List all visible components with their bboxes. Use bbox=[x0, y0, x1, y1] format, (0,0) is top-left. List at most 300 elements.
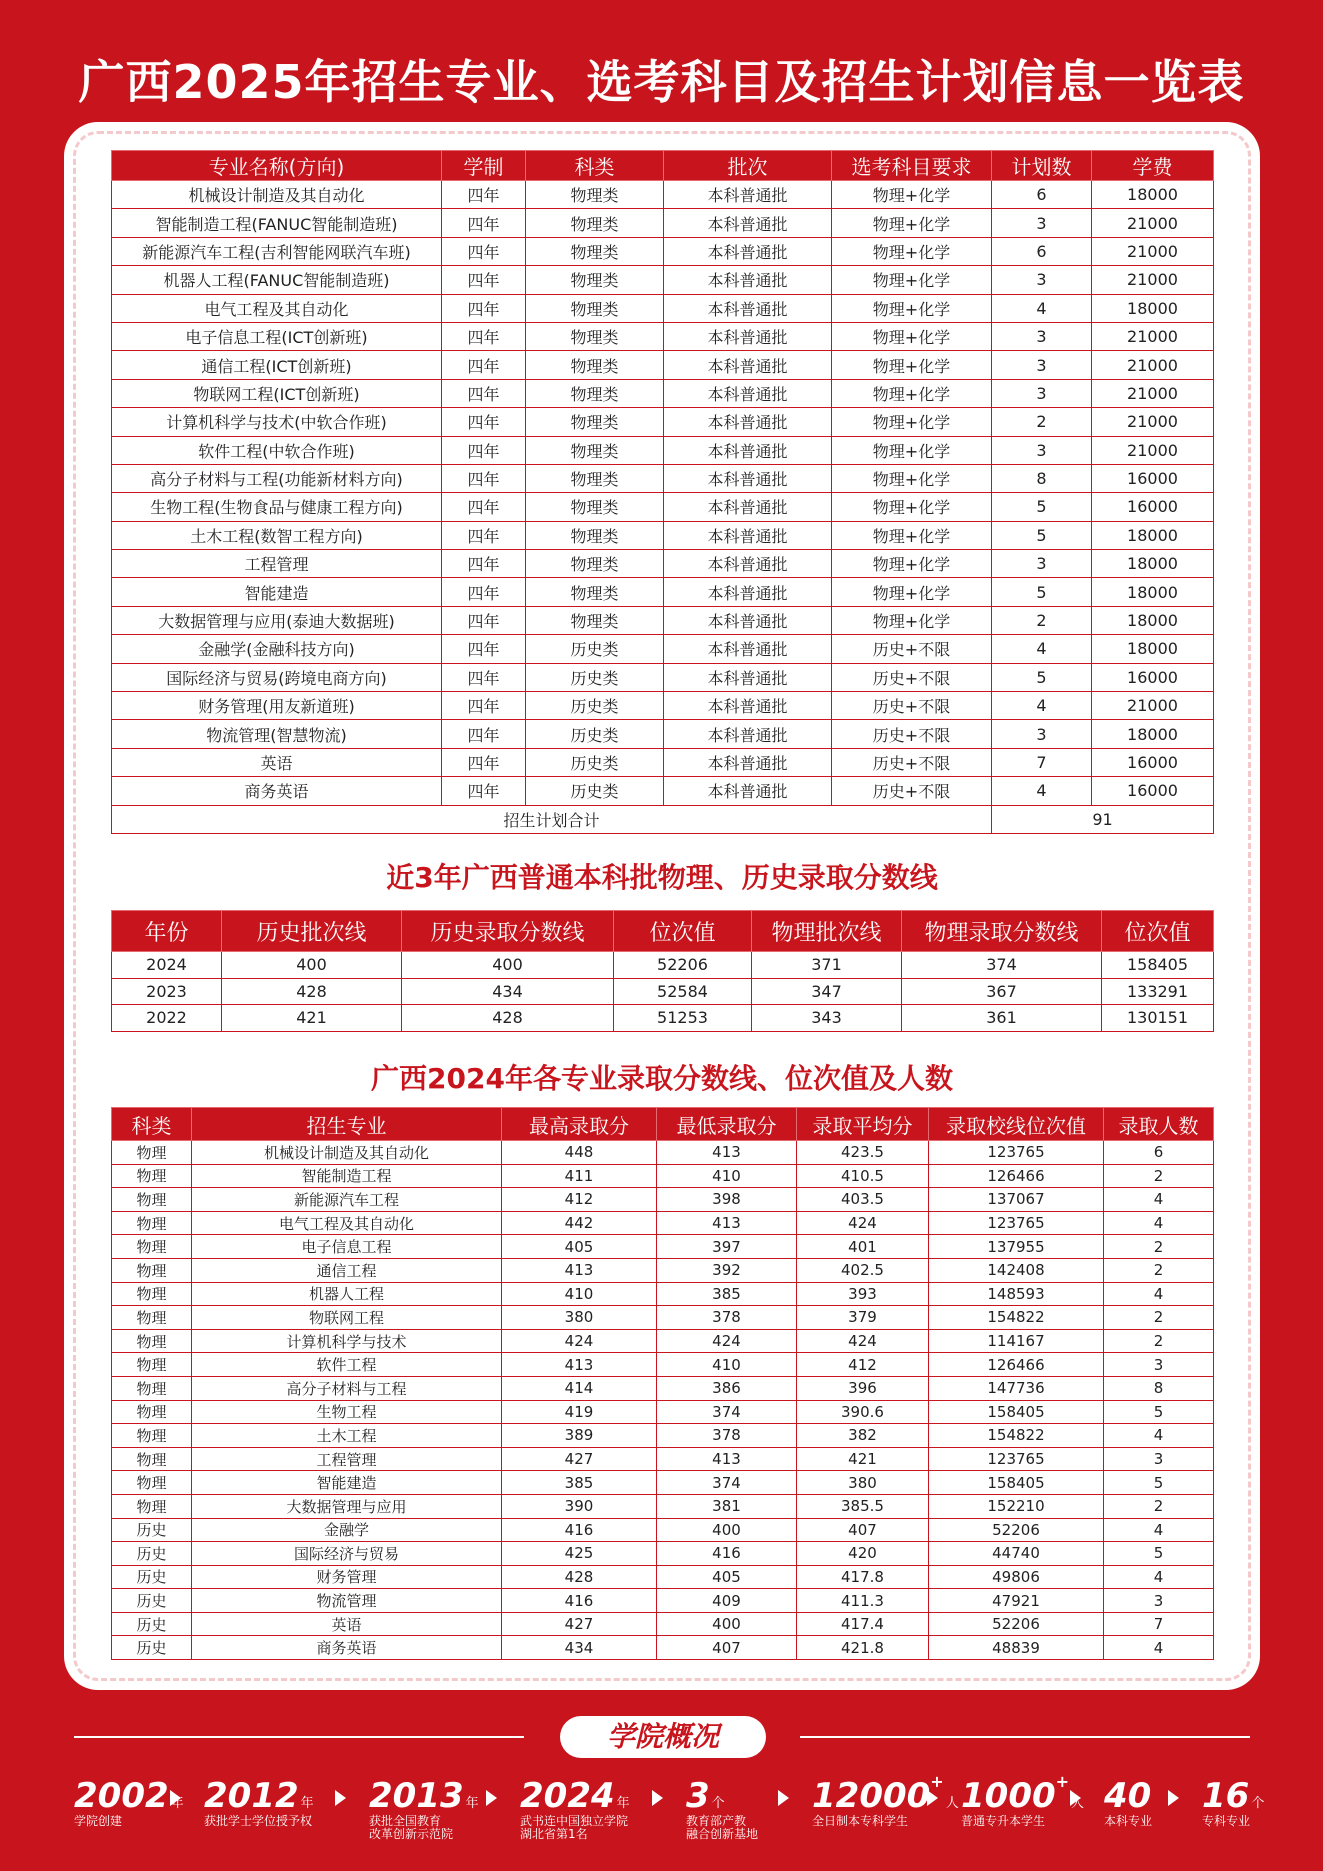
table-cell: 411 bbox=[502, 1164, 657, 1188]
table-cell: 3 bbox=[992, 379, 1092, 407]
stat-desc: 获批全国教育 bbox=[369, 1814, 442, 1828]
table-cell: 2 bbox=[1104, 1235, 1214, 1259]
table-cell: 历史 bbox=[112, 1518, 192, 1542]
stat-number: 2012 bbox=[204, 1776, 299, 1816]
total-label: 招生计划合计 bbox=[112, 805, 992, 833]
table-row bbox=[112, 521, 1214, 549]
table-cell: 47921 bbox=[929, 1589, 1104, 1613]
table-cell: 物理类 bbox=[526, 408, 664, 436]
stat-value bbox=[369, 1776, 479, 1816]
admission-lines-title: 近3年广西普通本科批物理、历史录取分数线 bbox=[386, 861, 938, 894]
table-cell: 389 bbox=[502, 1424, 657, 1448]
table-cell: 442 bbox=[502, 1211, 657, 1235]
table-cell: 机械设计制造及其自动化 bbox=[112, 181, 442, 209]
table-cell: 大数据管理与应用(泰迪大数据班) bbox=[112, 606, 442, 634]
table-cell: 四年 bbox=[442, 181, 526, 209]
table-cell: 7 bbox=[992, 748, 1092, 776]
table-row bbox=[112, 1376, 1214, 1400]
table-cell: 电子信息工程(ICT创新班) bbox=[112, 322, 442, 350]
table-cell: 3 bbox=[992, 209, 1092, 237]
table-cell: 物理+化学 bbox=[832, 266, 992, 294]
table-cell: 16000 bbox=[1092, 777, 1214, 805]
table-cell: 148593 bbox=[929, 1282, 1104, 1306]
table-cell: 18000 bbox=[1092, 635, 1214, 663]
table-cell: 四年 bbox=[442, 635, 526, 663]
stat-desc: 获批学士学位授予权 bbox=[204, 1814, 313, 1828]
table-cell: 物联网工程 bbox=[192, 1306, 502, 1330]
table-cell: 高分子材料与工程(功能新材料方向) bbox=[112, 464, 442, 492]
table-cell: 2 bbox=[992, 408, 1092, 436]
column-header: 物理批次线 bbox=[752, 911, 902, 952]
major-scores-table bbox=[111, 1107, 1214, 1660]
table-cell: 424 bbox=[797, 1211, 929, 1235]
arrow-icon bbox=[778, 1790, 789, 1806]
table-cell: 工程管理 bbox=[112, 550, 442, 578]
table-cell: 物理类 bbox=[526, 606, 664, 634]
table-cell: 390 bbox=[502, 1494, 657, 1518]
column-header: 录取校线位次值 bbox=[929, 1108, 1104, 1141]
table-cell: 3 bbox=[992, 322, 1092, 350]
table-cell: 机械设计制造及其自动化 bbox=[192, 1141, 502, 1165]
column-header: 物理录取分数线 bbox=[902, 911, 1102, 952]
table-cell: 英语 bbox=[112, 748, 442, 776]
column-header: 学制 bbox=[442, 151, 526, 181]
table-cell: 5 bbox=[1104, 1471, 1214, 1495]
table-cell: 物理 bbox=[112, 1447, 192, 1471]
table-cell: 18000 bbox=[1092, 294, 1214, 322]
stat-desc: 武书连中国独立学院 bbox=[520, 1814, 629, 1828]
stat-value bbox=[1104, 1776, 1152, 1816]
stat-desc: 普通专升本学生 bbox=[961, 1814, 1046, 1828]
table-cell: 400 bbox=[657, 1518, 797, 1542]
stat-unit: 年 bbox=[300, 1796, 314, 1811]
table-cell: 412 bbox=[797, 1353, 929, 1377]
table-cell: 物理+化学 bbox=[832, 550, 992, 578]
table-cell: 4 bbox=[992, 777, 1092, 805]
stat-unit: 年 bbox=[170, 1796, 184, 1811]
table-cell: 四年 bbox=[442, 748, 526, 776]
table-cell: 商务英语 bbox=[112, 777, 442, 805]
stat-number: 2013 bbox=[369, 1776, 464, 1816]
table-cell: 424 bbox=[657, 1329, 797, 1353]
table-cell: 软件工程 bbox=[192, 1353, 502, 1377]
table-cell: 147736 bbox=[929, 1376, 1104, 1400]
table-cell: 409 bbox=[657, 1589, 797, 1613]
table-row bbox=[112, 1400, 1214, 1424]
total-row bbox=[112, 805, 1214, 833]
table-cell: 425 bbox=[502, 1542, 657, 1566]
stat-desc: 湖北省第1名 bbox=[520, 1827, 588, 1841]
table-row bbox=[112, 1306, 1214, 1330]
table-cell: 410 bbox=[657, 1353, 797, 1377]
table-cell: 3 bbox=[992, 436, 1092, 464]
table-cell: 历史+不限 bbox=[832, 635, 992, 663]
table-cell: 历史+不限 bbox=[832, 777, 992, 805]
column-header: 科类 bbox=[112, 1108, 192, 1141]
table-cell: 420 bbox=[797, 1542, 929, 1566]
table-cell: 412 bbox=[502, 1188, 657, 1212]
table-cell: 本科普通批 bbox=[664, 550, 832, 578]
column-header: 年份 bbox=[112, 911, 222, 952]
table-row bbox=[112, 777, 1214, 805]
table-cell: 21000 bbox=[1092, 408, 1214, 436]
table-cell: 物理 bbox=[112, 1211, 192, 1235]
table-cell: 物理 bbox=[112, 1353, 192, 1377]
table-cell: 通信工程(ICT创新班) bbox=[112, 351, 442, 379]
table-cell: 机器人工程 bbox=[192, 1282, 502, 1306]
table-cell: 物流管理 bbox=[192, 1589, 502, 1613]
table-row bbox=[112, 351, 1214, 379]
table-cell: 本科普通批 bbox=[664, 748, 832, 776]
stat-number: 3 bbox=[686, 1776, 710, 1816]
college-overview-header bbox=[0, 1716, 1323, 1756]
table-row bbox=[112, 1235, 1214, 1259]
table-cell: 402.5 bbox=[797, 1258, 929, 1282]
table-cell: 物理+化学 bbox=[832, 606, 992, 634]
table-row bbox=[112, 294, 1214, 322]
table-cell: 419 bbox=[502, 1400, 657, 1424]
stat-value bbox=[1202, 1776, 1264, 1816]
table-cell: 21000 bbox=[1092, 379, 1214, 407]
table-cell: 物理 bbox=[112, 1471, 192, 1495]
table-cell: 四年 bbox=[442, 578, 526, 606]
stat-item bbox=[74, 1776, 184, 1829]
table-cell: 物理类 bbox=[526, 294, 664, 322]
table-cell: 400 bbox=[222, 952, 402, 979]
table-cell: 物理 bbox=[112, 1141, 192, 1165]
column-header: 科类 bbox=[526, 151, 664, 181]
table-cell: 21000 bbox=[1092, 322, 1214, 350]
table-cell: 本科普通批 bbox=[664, 237, 832, 265]
table-cell: 国际经济与贸易 bbox=[192, 1542, 502, 1566]
table-cell: 2 bbox=[1104, 1329, 1214, 1353]
arrow-icon bbox=[652, 1790, 663, 1806]
table-cell: 四年 bbox=[442, 379, 526, 407]
table-row bbox=[112, 464, 1214, 492]
table-cell: 四年 bbox=[442, 550, 526, 578]
table-cell: 413 bbox=[502, 1353, 657, 1377]
table-cell: 361 bbox=[902, 1005, 1102, 1032]
table-cell: 158405 bbox=[929, 1471, 1104, 1495]
stat-item bbox=[520, 1776, 630, 1842]
column-header: 最高录取分 bbox=[502, 1108, 657, 1141]
table-row bbox=[112, 237, 1214, 265]
table-cell: 123765 bbox=[929, 1447, 1104, 1471]
table-cell: 3 bbox=[992, 351, 1092, 379]
table-cell: 物理+化学 bbox=[832, 322, 992, 350]
stat-number: 16 bbox=[1202, 1776, 1250, 1816]
table-cell: 历史 bbox=[112, 1542, 192, 1566]
table-cell: 142408 bbox=[929, 1258, 1104, 1282]
table-cell: 商务英语 bbox=[192, 1636, 502, 1660]
table-cell: 126466 bbox=[929, 1164, 1104, 1188]
table-cell: 物理类 bbox=[526, 493, 664, 521]
table-cell: 4 bbox=[992, 294, 1092, 322]
table-cell: 21000 bbox=[1092, 692, 1214, 720]
table-cell: 历史+不限 bbox=[832, 720, 992, 748]
table-cell: 4 bbox=[1104, 1211, 1214, 1235]
stat-unit: 个 bbox=[1251, 1796, 1265, 1811]
table-cell: 16000 bbox=[1092, 493, 1214, 521]
table-cell: 四年 bbox=[442, 606, 526, 634]
table-cell: 机器人工程(FANUC智能制造班) bbox=[112, 266, 442, 294]
table-row bbox=[112, 1589, 1214, 1613]
table-row bbox=[112, 493, 1214, 521]
college-stats bbox=[0, 1772, 1323, 1856]
total-value: 91 bbox=[992, 805, 1214, 833]
table-cell: 4 bbox=[1104, 1188, 1214, 1212]
stat-plus: + bbox=[1055, 1772, 1070, 1791]
table-cell: 4 bbox=[1104, 1518, 1214, 1542]
table-cell: 416 bbox=[657, 1542, 797, 1566]
table-cell: 本科普通批 bbox=[664, 181, 832, 209]
table-cell: 2023 bbox=[112, 978, 222, 1005]
table-cell: 本科普通批 bbox=[664, 294, 832, 322]
table-cell: 电子信息工程 bbox=[192, 1235, 502, 1259]
table-cell: 137955 bbox=[929, 1235, 1104, 1259]
table-cell: 金融学 bbox=[192, 1518, 502, 1542]
table-cell: 通信工程 bbox=[192, 1258, 502, 1282]
table-cell: 410 bbox=[502, 1282, 657, 1306]
table-cell: 5 bbox=[1104, 1400, 1214, 1424]
table-cell: 413 bbox=[657, 1447, 797, 1471]
table-cell: 410 bbox=[657, 1164, 797, 1188]
table-cell: 417.4 bbox=[797, 1612, 929, 1636]
column-header: 录取平均分 bbox=[797, 1108, 929, 1141]
table-row bbox=[112, 209, 1214, 237]
table-cell: 物理+化学 bbox=[832, 493, 992, 521]
admission-lines-table bbox=[111, 910, 1214, 1032]
table-cell: 114167 bbox=[929, 1329, 1104, 1353]
table-cell: 413 bbox=[502, 1258, 657, 1282]
stat-item bbox=[204, 1776, 314, 1829]
table-cell: 158405 bbox=[929, 1400, 1104, 1424]
table-cell: 424 bbox=[797, 1329, 929, 1353]
table-cell: 土木工程(数智工程方向) bbox=[112, 521, 442, 549]
table-cell: 6 bbox=[992, 181, 1092, 209]
table-cell: 财务管理 bbox=[192, 1565, 502, 1589]
table-cell: 18000 bbox=[1092, 521, 1214, 549]
table-row bbox=[112, 1282, 1214, 1306]
table-cell: 5 bbox=[992, 578, 1092, 606]
table-cell: 物理+化学 bbox=[832, 408, 992, 436]
table-row bbox=[112, 1258, 1214, 1282]
table-cell: 大数据管理与应用 bbox=[192, 1494, 502, 1518]
stat-plus: + bbox=[930, 1772, 944, 1791]
stat-number: 2002 bbox=[74, 1776, 169, 1816]
table-cell: 电气工程及其自动化 bbox=[192, 1211, 502, 1235]
table-cell: 物理 bbox=[112, 1494, 192, 1518]
table-cell: 计算机科学与技术 bbox=[192, 1329, 502, 1353]
table-cell: 379 bbox=[797, 1306, 929, 1330]
table-cell: 四年 bbox=[442, 408, 526, 436]
divider-right bbox=[800, 1736, 1250, 1738]
table-cell: 413 bbox=[657, 1211, 797, 1235]
stat-value bbox=[961, 1772, 1085, 1816]
table-cell: 本科普通批 bbox=[664, 663, 832, 691]
table-cell: 21000 bbox=[1092, 436, 1214, 464]
table-cell: 英语 bbox=[192, 1612, 502, 1636]
table-cell: 智能建造 bbox=[112, 578, 442, 606]
table-cell: 物理+化学 bbox=[832, 181, 992, 209]
table-cell: 本科普通批 bbox=[664, 322, 832, 350]
table-cell: 123765 bbox=[929, 1141, 1104, 1165]
stat-desc: 改革创新示范院 bbox=[369, 1827, 454, 1841]
table-cell: 428 bbox=[222, 978, 402, 1005]
table-cell: 381 bbox=[657, 1494, 797, 1518]
table-cell: 374 bbox=[657, 1400, 797, 1424]
table-cell: 347 bbox=[752, 978, 902, 1005]
arrow-icon bbox=[486, 1790, 497, 1806]
table-cell: 371 bbox=[752, 952, 902, 979]
table-cell: 历史+不限 bbox=[832, 748, 992, 776]
table-cell: 本科普通批 bbox=[664, 493, 832, 521]
table-cell: 2024 bbox=[112, 952, 222, 979]
table-row bbox=[112, 1636, 1214, 1660]
table-row bbox=[112, 1005, 1214, 1032]
table-row bbox=[112, 978, 1214, 1005]
table-cell: 374 bbox=[902, 952, 1102, 979]
table-cell: 343 bbox=[752, 1005, 902, 1032]
table-row bbox=[112, 1542, 1214, 1566]
table-cell: 416 bbox=[502, 1589, 657, 1613]
table-cell: 电气工程及其自动化 bbox=[112, 294, 442, 322]
stat-value bbox=[686, 1776, 758, 1816]
table-cell: 计算机科学与技术(中软合作班) bbox=[112, 408, 442, 436]
table-cell: 财务管理(用友新道班) bbox=[112, 692, 442, 720]
table-cell: 物理 bbox=[112, 1188, 192, 1212]
table-cell: 本科普通批 bbox=[664, 720, 832, 748]
table-cell: 417.8 bbox=[797, 1565, 929, 1589]
table-cell: 本科普通批 bbox=[664, 578, 832, 606]
table-cell: 16000 bbox=[1092, 464, 1214, 492]
table-cell: 物理+化学 bbox=[832, 351, 992, 379]
table-cell: 物理 bbox=[112, 1376, 192, 1400]
table-cell: 18000 bbox=[1092, 720, 1214, 748]
table-cell: 52206 bbox=[614, 952, 752, 979]
table-cell: 历史 bbox=[112, 1636, 192, 1660]
table-cell: 物理类 bbox=[526, 550, 664, 578]
table-cell: 土木工程 bbox=[192, 1424, 502, 1448]
stat-desc: 本科专业 bbox=[1104, 1814, 1153, 1828]
table-cell: 414 bbox=[502, 1376, 657, 1400]
table-cell: 403.5 bbox=[797, 1188, 929, 1212]
table-cell: 152210 bbox=[929, 1494, 1104, 1518]
stat-desc: 学院创建 bbox=[74, 1814, 123, 1828]
content-card bbox=[64, 122, 1260, 1690]
table-cell: 392 bbox=[657, 1258, 797, 1282]
stat-value bbox=[74, 1776, 184, 1816]
table-row bbox=[112, 322, 1214, 350]
table-cell: 4 bbox=[992, 692, 1092, 720]
table-cell: 本科普通批 bbox=[664, 436, 832, 464]
table-cell: 历史类 bbox=[526, 748, 664, 776]
column-header: 位次值 bbox=[614, 911, 752, 952]
table-cell: 四年 bbox=[442, 436, 526, 464]
table-cell: 137067 bbox=[929, 1188, 1104, 1212]
table-row bbox=[112, 606, 1214, 634]
table-cell: 生物工程 bbox=[192, 1400, 502, 1424]
table-cell: 物理类 bbox=[526, 237, 664, 265]
table-cell: 6 bbox=[1104, 1141, 1214, 1165]
table-cell: 四年 bbox=[442, 209, 526, 237]
table-cell: 4 bbox=[1104, 1636, 1214, 1660]
table-cell: 413 bbox=[657, 1141, 797, 1165]
table-row bbox=[112, 379, 1214, 407]
table-cell: 2 bbox=[1104, 1494, 1214, 1518]
table-cell: 428 bbox=[402, 1005, 614, 1032]
table-cell: 416 bbox=[502, 1518, 657, 1542]
table-cell: 历史+不限 bbox=[832, 692, 992, 720]
table-cell: 405 bbox=[502, 1235, 657, 1259]
table-cell: 52584 bbox=[614, 978, 752, 1005]
stat-desc: 融合创新基地 bbox=[686, 1827, 759, 1841]
table-cell: 物理 bbox=[112, 1258, 192, 1282]
table-cell: 18000 bbox=[1092, 606, 1214, 634]
table-cell: 2022 bbox=[112, 1005, 222, 1032]
table-cell: 421.8 bbox=[797, 1636, 929, 1660]
table-cell: 5 bbox=[992, 521, 1092, 549]
table-cell: 16000 bbox=[1092, 748, 1214, 776]
table-cell: 3 bbox=[1104, 1447, 1214, 1471]
table-cell: 四年 bbox=[442, 777, 526, 805]
table-cell: 本科普通批 bbox=[664, 692, 832, 720]
table-cell: 378 bbox=[657, 1306, 797, 1330]
table-cell: 金融学(金融科技方向) bbox=[112, 635, 442, 663]
table-cell: 高分子材料与工程 bbox=[192, 1376, 502, 1400]
table-row bbox=[112, 1612, 1214, 1636]
table-cell: 物理类 bbox=[526, 436, 664, 464]
stat-item bbox=[686, 1776, 758, 1842]
table-cell: 133291 bbox=[1102, 978, 1214, 1005]
column-header: 历史批次线 bbox=[222, 911, 402, 952]
table-cell: 2 bbox=[1104, 1258, 1214, 1282]
stat-item bbox=[1104, 1776, 1152, 1829]
table-cell: 智能制造工程 bbox=[192, 1164, 502, 1188]
table-cell: 407 bbox=[797, 1518, 929, 1542]
table-cell: 物理类 bbox=[526, 379, 664, 407]
table-cell: 2 bbox=[1104, 1164, 1214, 1188]
table-cell: 5 bbox=[992, 663, 1092, 691]
table-cell: 本科普通批 bbox=[664, 379, 832, 407]
stat-item bbox=[369, 1776, 479, 1842]
table-cell: 物理+化学 bbox=[832, 578, 992, 606]
stat-unit: 个 bbox=[711, 1796, 725, 1811]
table-row bbox=[112, 635, 1214, 663]
stat-number: 1000 bbox=[961, 1776, 1056, 1816]
table-cell: 3 bbox=[1104, 1353, 1214, 1377]
table-cell: 历史+不限 bbox=[832, 663, 992, 691]
table-row bbox=[112, 436, 1214, 464]
arrow-icon bbox=[1070, 1790, 1081, 1806]
table-cell: 4 bbox=[992, 635, 1092, 663]
arrow-icon bbox=[170, 1790, 181, 1806]
table-cell: 物理+化学 bbox=[832, 436, 992, 464]
table-row bbox=[112, 408, 1214, 436]
table-cell: 427 bbox=[502, 1612, 657, 1636]
table-cell: 400 bbox=[402, 952, 614, 979]
stat-number: 12000 bbox=[812, 1776, 931, 1816]
divider-left bbox=[74, 1736, 524, 1738]
table-cell: 物理类 bbox=[526, 266, 664, 294]
table-cell: 本科普通批 bbox=[664, 777, 832, 805]
table-cell: 物理 bbox=[112, 1400, 192, 1424]
table-cell: 物理类 bbox=[526, 351, 664, 379]
arrow-icon bbox=[927, 1790, 938, 1806]
table-cell: 52206 bbox=[929, 1612, 1104, 1636]
table-cell: 427 bbox=[502, 1447, 657, 1471]
column-header: 招生专业 bbox=[192, 1108, 502, 1141]
